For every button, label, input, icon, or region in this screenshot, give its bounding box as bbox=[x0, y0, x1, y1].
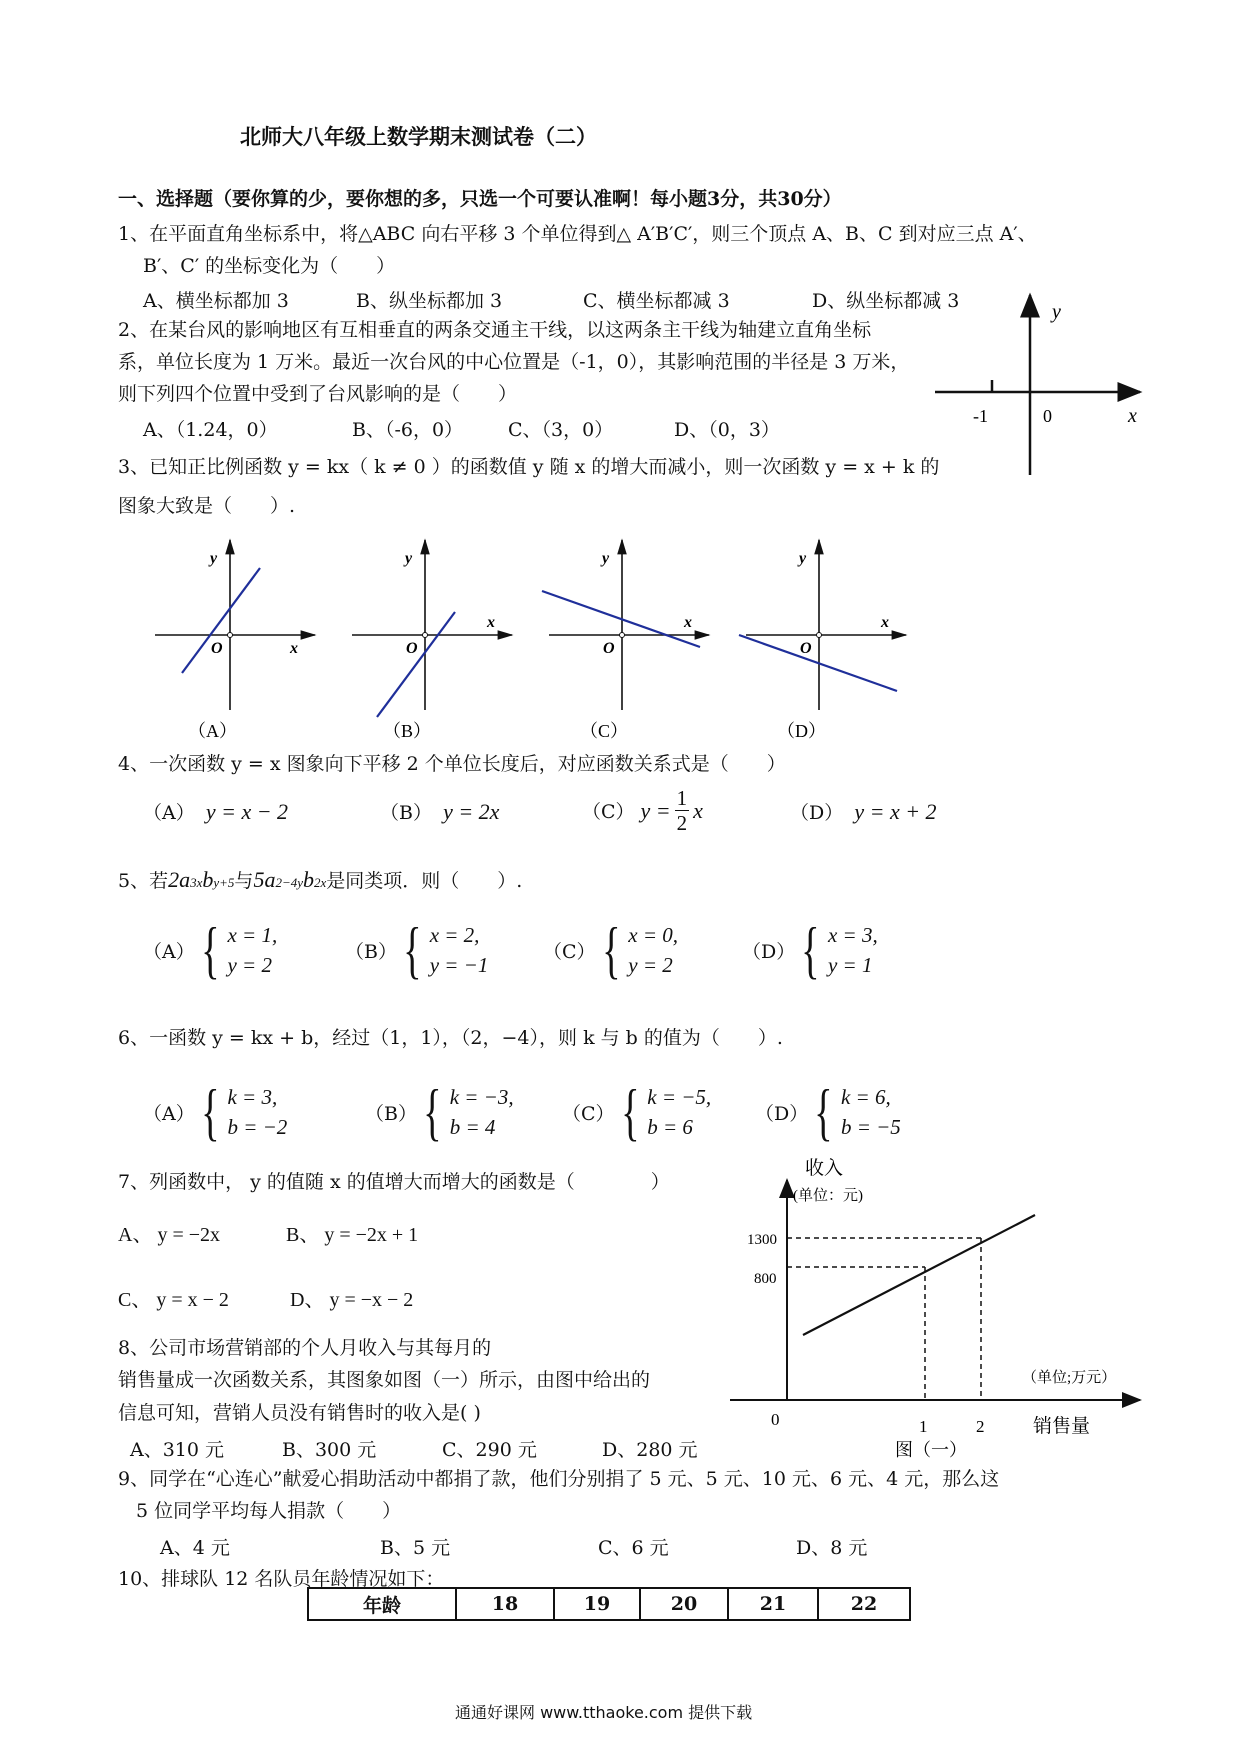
brace-icon: { bbox=[403, 914, 422, 985]
q6-option-c-label: （C） bbox=[562, 1102, 615, 1125]
q7-option-c: C、 y = x − 2 bbox=[118, 1289, 229, 1311]
minus1-label: -1 bbox=[973, 406, 988, 426]
q4-option-a-expr: y = x − 2 bbox=[205, 799, 289, 824]
x-label: x bbox=[1128, 405, 1137, 427]
y-axis-label: y bbox=[602, 550, 610, 567]
footer-text: 通通好课网 www.tthaoke.com 提供下载 bbox=[455, 1703, 753, 1722]
brace-icon: { bbox=[620, 1076, 640, 1147]
q6-b-row2: b = 4 bbox=[449, 1115, 496, 1139]
q6-b-row1: k = −3, bbox=[449, 1085, 514, 1109]
q6-option-a-label: （A） bbox=[143, 1102, 195, 1125]
q5-option-b bbox=[345, 914, 489, 985]
x-axis-label: x bbox=[290, 640, 298, 657]
y-axis-label: y bbox=[799, 550, 807, 567]
q4-line1: 4、一次函数 y = x 图象向下平移 2 个单位长度后，对应函数关系式是（ ） bbox=[118, 753, 786, 775]
q5-post: 是同类项．则（ ）. bbox=[326, 870, 523, 892]
q5-b-row2: y = −1 bbox=[429, 953, 489, 977]
graph-caption: （D） bbox=[777, 721, 826, 741]
fraction-denominator: 2 bbox=[676, 811, 688, 835]
q1-option-b: B、纵坐标都加 3 bbox=[356, 290, 503, 312]
q6-option-d-label: （D） bbox=[755, 1102, 809, 1125]
q2-option-d: D、（0，3） bbox=[674, 419, 780, 441]
table-cell: 22 bbox=[818, 1588, 910, 1620]
origin-label: O bbox=[603, 640, 615, 657]
q9-option-a: A、4 元 bbox=[160, 1537, 230, 1559]
y-axis-label: y bbox=[405, 550, 413, 567]
origin-label: O bbox=[800, 640, 812, 657]
q4-option-a-label: （A） bbox=[143, 802, 195, 824]
q5-term1-exp-a: 3x bbox=[190, 875, 203, 890]
q5-term2-exp-b: 2x bbox=[313, 875, 327, 890]
q4-option-c-label: （C） bbox=[582, 801, 635, 823]
q6-c-row1: k = −5, bbox=[647, 1085, 712, 1109]
q4-option-d-expr: y = x + 2 bbox=[854, 799, 937, 824]
q9-option-d: D、8 元 bbox=[796, 1537, 868, 1559]
q5-term2-b: b bbox=[302, 867, 314, 892]
q6-a-row1: k = 3, bbox=[227, 1085, 278, 1109]
tick-x-2: 2 bbox=[976, 1417, 985, 1436]
q6-option-b-label: （B） bbox=[365, 1102, 417, 1125]
q4-option-c-pre: y = bbox=[640, 797, 671, 823]
q5-option-a bbox=[143, 914, 278, 985]
q5-pre: 5、若 bbox=[118, 870, 169, 892]
q8-option-b: B、300 元 bbox=[282, 1439, 377, 1461]
brace-icon: { bbox=[200, 1076, 220, 1147]
q4-option-c-post: x bbox=[693, 797, 703, 823]
graph-caption: （B） bbox=[383, 721, 432, 741]
q7-line1: 7、列函数中， y 的值随 x 的值增大而增大的函数是（ ） bbox=[118, 1171, 670, 1193]
q5-term1-b: b bbox=[202, 867, 214, 892]
q5-a-row1: x = 1, bbox=[227, 923, 278, 947]
q8-option-d: D、280 元 bbox=[602, 1439, 698, 1461]
x-axis-label: x bbox=[881, 614, 889, 631]
q5-line1 bbox=[118, 868, 522, 895]
q1-option-d: D、纵坐标都减 3 bbox=[812, 290, 960, 312]
fraction-numerator: 1 bbox=[676, 786, 688, 810]
origin-dot bbox=[620, 633, 625, 638]
function-line bbox=[182, 568, 260, 673]
function-line bbox=[377, 612, 455, 717]
q4-option-b bbox=[380, 798, 499, 825]
tick-x-1: 1 bbox=[919, 1417, 928, 1436]
brace-icon: { bbox=[200, 914, 220, 985]
brace-icon: { bbox=[814, 1076, 833, 1147]
q2-line2: 系，单位长度为 1 万米。最近一次台风的中心位置是（-1，0），其影响范围的半径是 3 万米， bbox=[118, 351, 910, 373]
q10-line1: 10、排球队 12 名队员年龄情况如下： bbox=[118, 1568, 445, 1590]
q3-graph-b bbox=[352, 540, 512, 741]
origin-label: O bbox=[211, 640, 223, 657]
q9-line2: 5 位同学平均每人捐款（ ） bbox=[136, 1500, 402, 1522]
origin-dot bbox=[423, 633, 428, 638]
q5-term1-exp-b: y+5 bbox=[213, 875, 235, 890]
q7-option-b: B、 y = −2x + 1 bbox=[286, 1224, 419, 1246]
q8-line2: 销售量成一次函数关系，其图象如图（一）所示，由图中给出的 bbox=[118, 1369, 651, 1391]
q8-line1: 8、公司市场营销部的个人月收入与其每月的 bbox=[118, 1337, 492, 1359]
q5-option-b-label: （B） bbox=[345, 940, 397, 963]
q4-option-b-expr: y = 2x bbox=[443, 799, 500, 824]
origin-dot bbox=[228, 633, 233, 638]
q2-option-c: C、（3，0） bbox=[508, 419, 614, 441]
q9-line1: 9、同学在“心连心”献爱心捐助活动中都捐了款，他们分别捐了 5 元、5 元、10 元、6 元、4 元，那么这 bbox=[118, 1468, 1000, 1490]
q5-option-d-label: （D） bbox=[742, 940, 796, 963]
tick-800: 800 bbox=[754, 1271, 777, 1287]
q5-d-row2: y = 1 bbox=[827, 953, 873, 977]
q2-option-b: B、（-6，0） bbox=[352, 419, 464, 441]
x-axis-unit: （单位;万元） bbox=[1022, 1370, 1117, 1386]
table-cell: 20 bbox=[640, 1588, 728, 1620]
section-heading: 一、选择题（要你算的少，要你想的多，只选一个可要认准啊！每小题3分，共30分） bbox=[118, 188, 842, 210]
y-label: y bbox=[1052, 301, 1061, 323]
q3-graph-c bbox=[542, 540, 709, 741]
tick-1300: 1300 bbox=[747, 1232, 777, 1248]
q6-d-row1: k = 6, bbox=[840, 1085, 891, 1109]
q4-option-c-fraction bbox=[675, 786, 690, 835]
q8-line3: 信息可知，营销人员没有销售时的收入是( ) bbox=[118, 1402, 481, 1424]
q6-d-row2: b = −5 bbox=[840, 1115, 901, 1139]
q5-option-d bbox=[742, 914, 878, 985]
q6-option-c bbox=[562, 1076, 712, 1147]
graph-caption: （C） bbox=[580, 721, 629, 741]
q5-option-c bbox=[543, 914, 679, 985]
q4-option-a bbox=[143, 798, 288, 825]
origin-dot bbox=[817, 633, 822, 638]
q7-option-d: D、 y = −x − 2 bbox=[290, 1289, 414, 1311]
q3-line2: 图象大致是（ ）. bbox=[118, 495, 296, 517]
y-axis-unit: (单位：元) bbox=[793, 1188, 863, 1204]
q6-line1: 6、一函数 y = kx + b，经过（1，1），（2，−4），则 k 与 b 的值为（ ）. bbox=[118, 1027, 783, 1049]
q8-option-a: A、310 元 bbox=[130, 1439, 225, 1461]
table-row bbox=[308, 1588, 910, 1620]
q1-option-c: C、横坐标都减 3 bbox=[583, 290, 730, 312]
q8-income-graph bbox=[725, 1150, 1145, 1462]
q1-line1: 1、在平面直角坐标系中，将△ABC 向右平移 3 个单位得到△ A′B′C′，则三个顶点 A、B、C 到对应三点 A′、 bbox=[118, 223, 1037, 245]
q2-option-a: A、（1.24，0） bbox=[143, 419, 278, 441]
table-header-cell: 年龄 bbox=[308, 1588, 456, 1620]
graph-caption: （A） bbox=[188, 721, 237, 741]
brace-icon: { bbox=[601, 914, 621, 985]
q6-option-a bbox=[143, 1076, 288, 1147]
q2-line1: 2、在某台风的影响地区有互相垂直的两条交通主干线，以这两条主干线为轴建立直角坐标 bbox=[118, 319, 872, 341]
q4-option-d bbox=[790, 798, 937, 825]
q5-option-a-label: （A） bbox=[143, 940, 195, 963]
function-line bbox=[739, 635, 897, 691]
q1-option-a: A、横坐标都加 3 bbox=[143, 290, 289, 312]
brace-icon: { bbox=[801, 914, 820, 985]
q9-option-c: C、6 元 bbox=[598, 1537, 669, 1559]
q3-graphs bbox=[150, 530, 940, 750]
q5-mid: 与 bbox=[234, 870, 254, 892]
q2-line3: 则下列四个位置中受到了台风影响的是（ ） bbox=[118, 383, 518, 405]
q5-d-row1: x = 3, bbox=[827, 923, 878, 947]
table-cell: 18 bbox=[456, 1588, 554, 1620]
q5-b-row1: x = 2, bbox=[429, 923, 480, 947]
table-cell: 19 bbox=[554, 1588, 640, 1620]
q5-c-row1: x = 0, bbox=[628, 923, 679, 947]
q6-a-row2: b = −2 bbox=[227, 1115, 288, 1139]
x-axis-label: x bbox=[487, 614, 495, 631]
q3-graph-a bbox=[155, 540, 315, 741]
q6-option-d bbox=[755, 1076, 901, 1147]
q4-option-b-label: （B） bbox=[380, 802, 432, 824]
x-axis-label: x bbox=[684, 614, 692, 631]
q4-option-c bbox=[582, 786, 703, 835]
q6-c-row2: b = 6 bbox=[647, 1115, 693, 1139]
table-cell: 21 bbox=[728, 1588, 818, 1620]
age-table bbox=[307, 1587, 911, 1621]
x-axis-title: 销售量 bbox=[1033, 1416, 1091, 1437]
q5-option-c-label: （C） bbox=[543, 940, 596, 963]
q7-option-a: A、 y = −2x bbox=[118, 1224, 221, 1246]
brace-icon: { bbox=[423, 1076, 442, 1147]
q6-option-b bbox=[365, 1076, 514, 1147]
q3-graph-d bbox=[739, 540, 906, 741]
q5-term2-coef: 5a bbox=[253, 867, 276, 892]
function-line bbox=[542, 591, 700, 647]
q5-c-row2: y = 2 bbox=[628, 953, 673, 977]
figure-caption: 图（一） bbox=[895, 1440, 967, 1460]
q4-option-d-label: （D） bbox=[790, 802, 844, 824]
q3-line1: 3、已知正比例函数 y = kx（ k ≠ 0 ）的函数值 y 随 x 的增大而减小，则一次函数 y = x + k 的 bbox=[118, 456, 940, 478]
q9-option-b: B、5 元 bbox=[380, 1537, 451, 1559]
page-title: 北师大八年级上数学期末测试卷（二） bbox=[240, 124, 597, 149]
q5-a-row2: y = 2 bbox=[227, 953, 272, 977]
q5-term2-exp-a: 2−4y bbox=[275, 875, 303, 890]
income-line bbox=[803, 1215, 1035, 1335]
q1-line2: B′、C′ 的坐标变化为（ ） bbox=[143, 255, 396, 277]
origin-label: 0 bbox=[771, 1410, 780, 1429]
q5-term1-coef: 2a bbox=[168, 867, 191, 892]
y-axis-title: 收入 bbox=[805, 1158, 844, 1179]
origin-label: O bbox=[406, 640, 418, 657]
zero-label: 0 bbox=[1043, 406, 1052, 426]
q8-option-c: C、290 元 bbox=[442, 1439, 537, 1461]
q2-axes-figure bbox=[930, 290, 1150, 480]
y-axis-label: y bbox=[210, 550, 218, 567]
